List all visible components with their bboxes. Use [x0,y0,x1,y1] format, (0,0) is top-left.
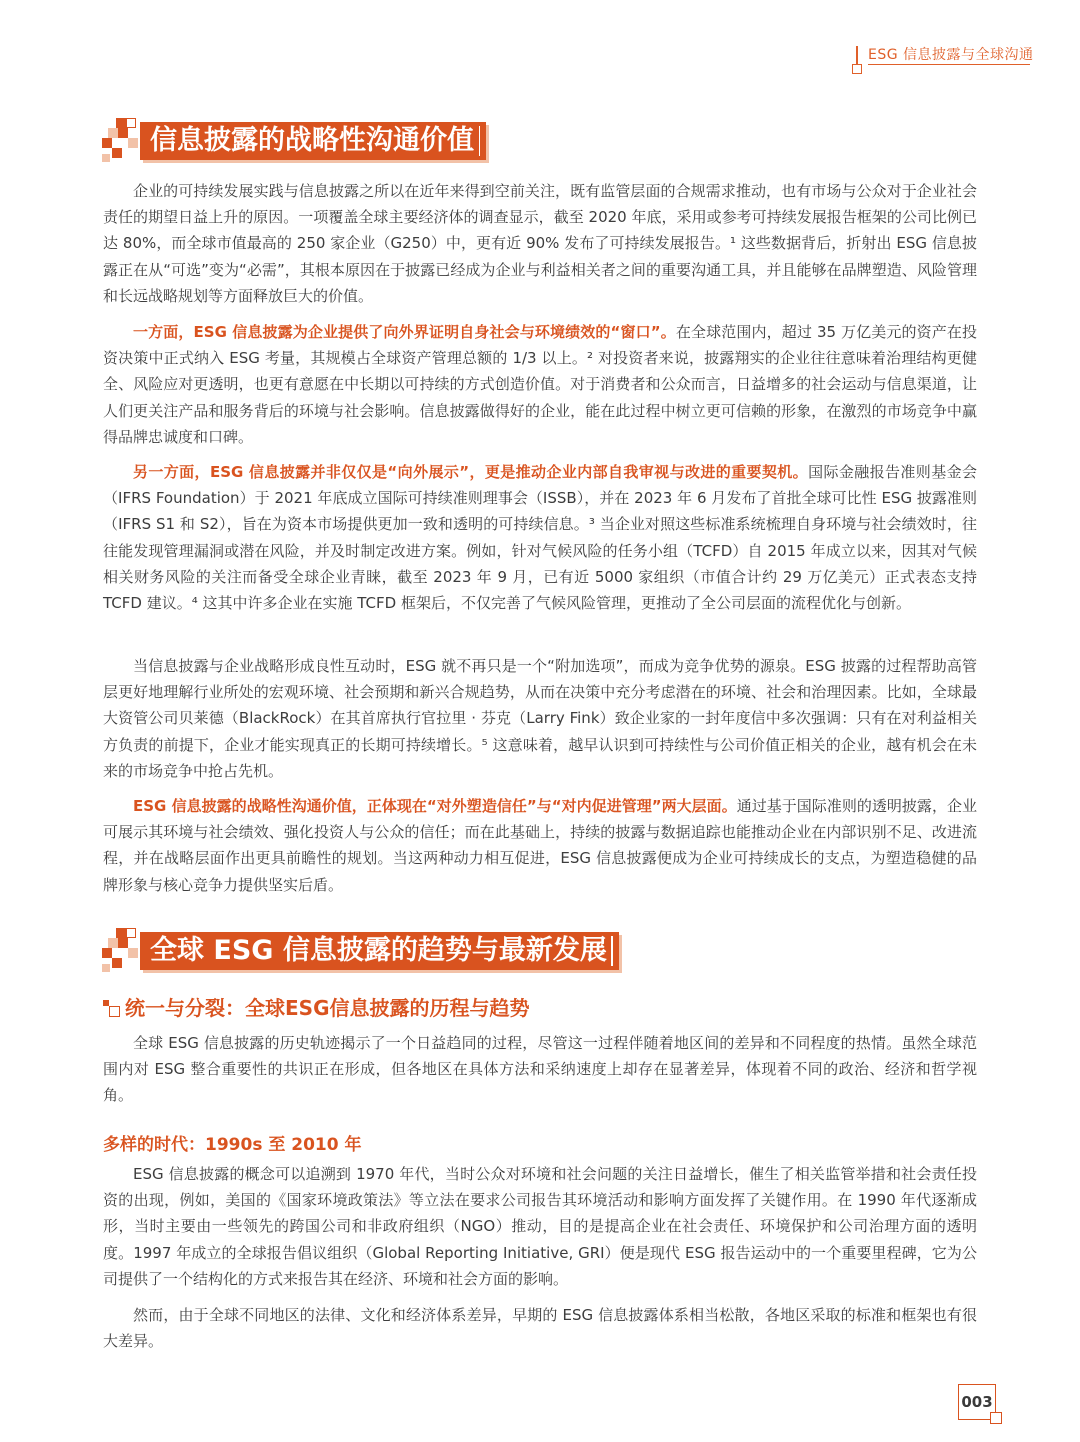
paragraph-5 [103,793,977,898]
paragraph-5-body: 通过基于国际准则的透明披露，企业可展示其环境与社会绩效、强化投资人与公众的信任；而在此基础上，持续的披露与数据追踪也能推动企业在内部识别不足、改进流程，并在战略层面作出更具前瞻性的规划。当这两种动力相互促进，ESG 信息披露便成为企业可持续成长的支点，为塑造稳健的品牌形象与核心竞争力提供坚实后盾。 [103,797,977,894]
paragraph-3-highlight: 另一方面，ESG 信息披露并非仅仅是“向外展示”，更是推动企业内部自我审视与改进的重要契机。 [133,463,809,481]
section-title-text: 全球 ESG 信息披露的趋势与最新发展 [140,932,619,970]
running-header-rule [868,64,1030,65]
running-header-title: ESG 信息披露与全球沟通 [868,47,1034,63]
paragraph-4: 当信息披露与企业战略形成良性互动时，ESG 就不再只是一个“附加选项”，而成为竞争优势的源泉。ESG 披露的过程帮助高管层更好地理解行业所处的宏观环境、社会预期和新兴合规趋势，从而在决策中充分考虑潜在的环境、社会和治理因素。比如，全球最大资管公司贝莱德（BlackRock）在其首席执行官拉里 · 芬克（Larry Fink）致企业家的一封年度信中多次强调：只有在对利益相关方负责的前提下，企业才能实现真正的长期可持续增长。⁵ 这意味着，越早认识到可持续性与公司价值正相关的企业，越有机会在未来的市场竞争中抢占先机。 [103,657,977,780]
header-marker-square [852,64,862,74]
section-title-squares-icon [102,118,142,164]
subheading-text: 统一与分裂：全球ESG信息披露的历程与趋势 [125,996,530,1020]
subheading-square-icon [103,1000,121,1018]
page-number-square-icon [990,1412,1002,1424]
header-marker [850,46,862,76]
paragraph-2-highlight: 一方面，ESG 信息披露为企业提供了向外界证明自身社会与环境绩效的“窗口”。 [133,323,676,341]
section-title-text: 信息披露的战略性沟通价值 [140,122,486,160]
paragraph-6: 全球 ESG 信息披露的历史轨迹揭示了一个日益趋同的过程，尽管这一过程伴随着地区间的差异和不同程度的热情。虽然全球范围内对 ESG 整合重要性的共识正在形成，但各地区在具体方法和采纳速度上却存在显著差异，体现着不同的政治、经济和哲学视角。 [103,1034,977,1105]
page-number [958,1384,1006,1428]
paragraph-8: 然而，由于全球不同地区的法律、文化和经济体系差异，早期的 ESG 信息披露体系相当松散，各地区采取的标准和框架也有很大差异。 [103,1306,977,1351]
paragraph-7: ESG 信息披露的概念可以追溯到 1970 年代，当时公众对环境和社会问题的关注日益增长，催生了相关监管举措和社会责任投资的出现，例如，美国的《国家环境政策法》等立法在要求公司报告其环境活动和影响方面发挥了关键作用。在 1990 年代逐渐成形，当时主要由一些领先的跨国公司和非政府组织（NGO）推动，目的是提高企业在社会责任、环境保护和公司治理方面的透明度。1997 年成立的全球报告倡议组织（Global Reporting Initiative, GRI）便是现代 ESG 报告运动中的一个重要里程碑，它为公司提供了一个结构化的方式来报告其在经济、环境和社会方面的影响。 [103,1165,977,1288]
paragraph-2-body: 在全球范围内，超过 35 万亿美元的资产在投资决策中正式纳入 ESG 考量，其规模占全球资产管理总额的 1/3 以上。² 对投资者来说，披露翔实的企业往往意味着治理结构更健全、风险应对更透明，也更有意愿在中长期以可持续的方式创造价值。对于消费者和公众而言，日益增多的社会运动与信息渠道，让人们更关注产品和服务背后的环境与社会影响。信息披露做得好的企业，能在此过程中树立更可信赖的形象，在激烈的市场竞争中赢得品牌忠诚度和口碑。 [103,323,978,446]
page-number-text: 003 [958,1384,996,1420]
paragraph-5-highlight: ESG 信息披露的战略性沟通价值，正体现在“对外塑造信任”与“对内促进管理”两大层面。 [133,797,737,815]
paragraph-3 [103,459,977,616]
minor-heading: 多样的时代：1990s 至 2010 年 [103,1135,362,1155]
paragraph-3-body: 国际金融报告准则基金会（IFRS Foundation）于 2021 年底成立国际可持续准则理事会（ISSB），并在 2023 年 6 月发布了首批全球可比性 ESG 披露准则（IFRS S1 和 S2），旨在为资本市场提供更加一致和透明的可持续信息。³ 当企业对照这些标准系统梳理自身环境与社会绩效时，往往能发现管理漏洞或潜在风险，并及时制定改进方案。例如，针对气候风险的任务小组（TCFD）自 2015 年成立以来，因其对气候相关财务风险的关注而备受全球企业青睐，截至 2023 年 9 月，已有近 5000 家组织（市值合计约 29 万亿美元）正式表态支持 TCFD 建议。⁴ 这其中许多企业在实施 TCFD 框架后，不仅完善了气候风险管理，更推动了全公司层面的流程优化与创新。 [103,463,977,613]
paragraph-2 [103,319,977,450]
section-title-squares-icon [102,928,142,974]
paragraph-1: 企业的可持续发展实践与信息披露之所以在近年来得到空前关注，既有监管层面的合规需求推动，也有市场与公众对于企业社会责任的期望日益上升的原因。一项覆盖全球主要经济体的调查显示，截至 2020 年底，采用或参考可持续发展报告框架的公司比例已达 80%，而全球市值最高的 250 家企业（G250）中，更有近 90% 发布了可持续发展报告。¹ 这些数据背后，折射出 ESG 信息披露正在从“可选”变为“必需”，其根本原因在于披露已经成为企业与利益相关者之间的重要沟通工具，并且能够在品牌塑造、风险管理和长远战略规划等方面释放巨大的价值。 [103,182,977,305]
